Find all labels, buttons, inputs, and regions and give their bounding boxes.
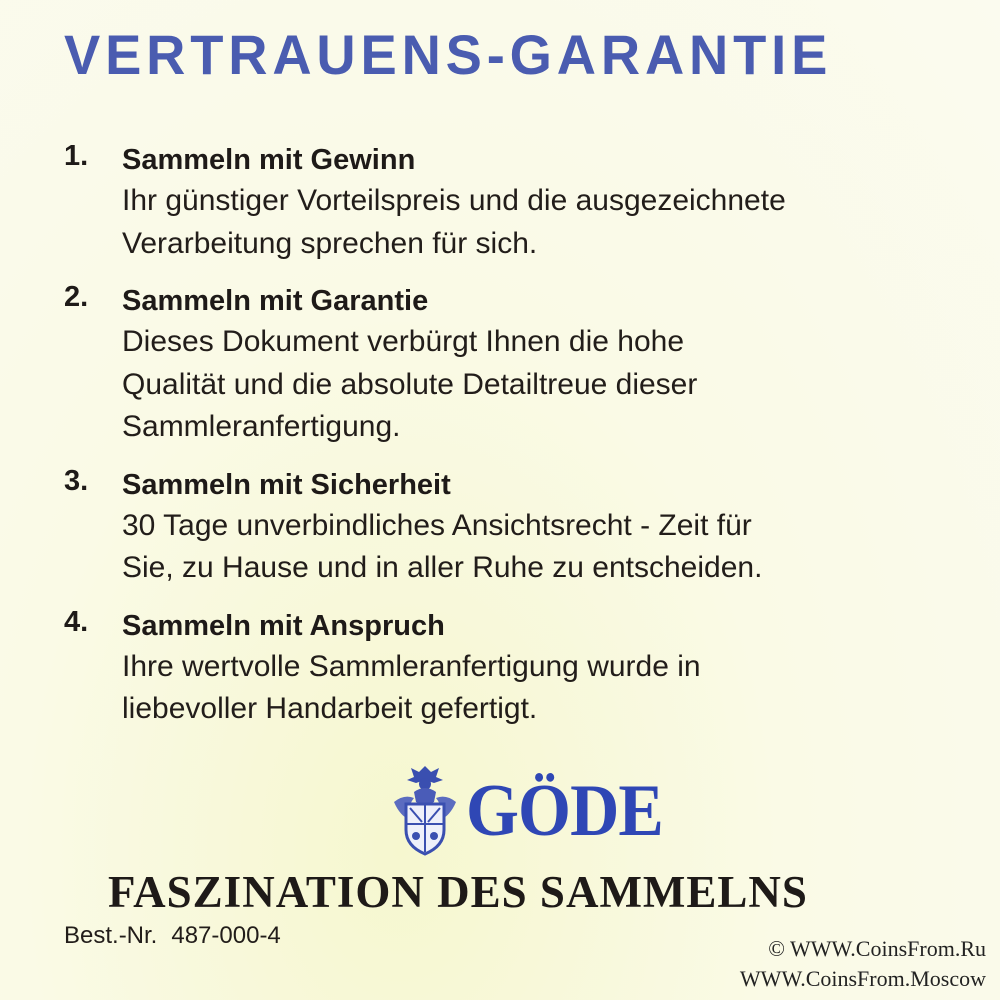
order-label: Best.-Nr. bbox=[64, 922, 158, 949]
slogan: FASZINATION DES SAMMELNS bbox=[108, 867, 808, 917]
item-number: 3. bbox=[64, 464, 89, 497]
item-body bbox=[122, 321, 964, 449]
item-body-line: Sie, zu Hause und in aller Ruhe zu entscheiden. bbox=[122, 551, 763, 584]
guarantee-list bbox=[64, 140, 964, 747]
coat-of-arms-icon bbox=[388, 762, 462, 858]
item-body-line: Verarbeitung sprechen für sich. bbox=[122, 226, 538, 260]
item-heading: Sammeln mit Garantie bbox=[122, 285, 429, 317]
guarantee-item-1 bbox=[64, 140, 964, 265]
item-body-line: Sammleranfertigung. bbox=[122, 410, 401, 443]
item-body-line: Ihre wertvolle Sammleranfertigung wurde in bbox=[122, 649, 701, 683]
item-body bbox=[122, 180, 964, 265]
item-heading: Sammeln mit Sicherheit bbox=[122, 468, 451, 501]
document-title: VERTRAUENS-GARANTIE bbox=[64, 23, 833, 86]
item-heading: Sammeln mit Gewinn bbox=[122, 144, 416, 176]
item-body-line: 30 Tage unverbindliches Ansichtsrecht - Zeit für bbox=[122, 508, 752, 542]
goede-logo bbox=[388, 762, 663, 858]
item-heading: Sammeln mit Anspruch bbox=[122, 609, 445, 642]
item-body-line: liebevoller Handarbeit gefertigt. bbox=[122, 692, 538, 725]
item-body-line: Dieses Dokument verbürgt Ihnen die hohe bbox=[122, 325, 685, 358]
item-number: 1. bbox=[64, 140, 89, 172]
order-number bbox=[64, 922, 281, 950]
order-value: 487-000-4 bbox=[171, 922, 281, 949]
watermark-line: WWW.CoinsFrom.Moscow bbox=[739, 966, 986, 991]
brand-name: GÖDE bbox=[466, 770, 663, 852]
item-body-line: Ihr günstiger Vorteilspreis und die ausgezeichnete bbox=[122, 184, 786, 217]
item-body-line: Qualität und die absolute Detailtreue dieser bbox=[122, 367, 698, 401]
guarantee-item-4 bbox=[64, 606, 964, 731]
guarantee-item-2 bbox=[64, 281, 964, 449]
item-body bbox=[122, 505, 964, 590]
item-number: 4. bbox=[64, 605, 89, 638]
watermark-line: © WWW.CoinsFrom.Ru bbox=[768, 936, 986, 961]
guarantee-item-3 bbox=[64, 465, 964, 590]
watermark bbox=[740, 934, 986, 994]
item-number: 2. bbox=[64, 281, 89, 313]
item-body bbox=[122, 646, 964, 731]
